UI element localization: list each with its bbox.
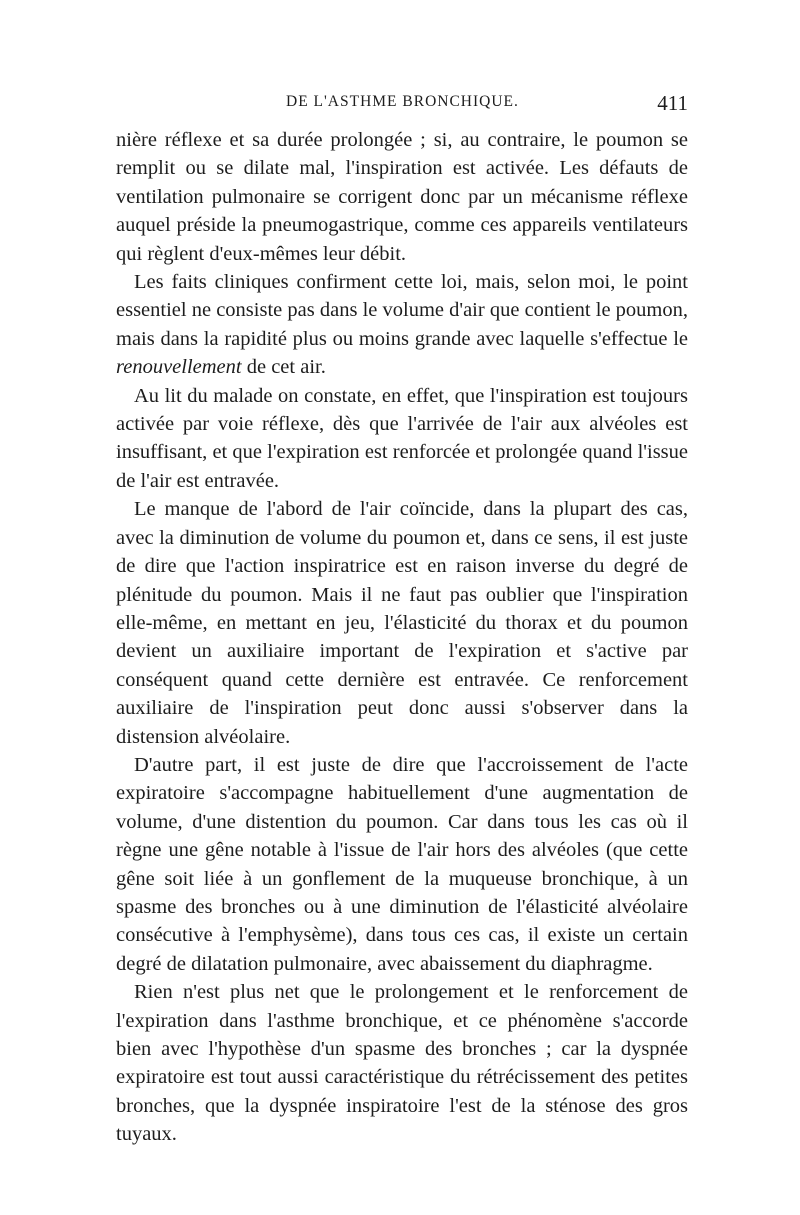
- running-head: [116, 93, 688, 119]
- paragraph-6: Rien n'est plus net que le prolongement et le renforcement de l'expiration dans l'asthme bronchique, et ce phénomène s'accorde bien avec l'hypothèse d'un spasme des bronches ; car la dyspnée expiratoire est tout aussi caractéristique du rétrécissement des petites bronches, que la dyspnée inspiratoire l'est de la sténose des gros tuyaux.: [116, 981, 688, 1146]
- body-text: [116, 126, 688, 1149]
- paragraph-2-text-before: Les faits cliniques confirment cette loi, mais, selon moi, le point essentiel ne consiste pas dans le volume d'air que contient le poumon, mais dans la rapidité plus ou moins grande avec laquelle s'effectue le: [116, 271, 688, 350]
- paragraph-5: D'autre part, il est juste de dire que l'accroissement de l'acte expiratoire s'accompagne habituellement d'une augmentation de volume, d'une distention du poumon. Car dans tous les cas où il règne une gêne notable à l'issue de l'air hors des alvéoles (que cette gêne soit liée à un gonflement de la muqueuse bronchique, à un spasme des bronches ou à une diminution de l'élasticité alvéolaire consécutive à l'emphysème), dans tous ces cas, il existe un certain degré de dilatation pulmonaire, avec abaissement du diaphragme.: [116, 753, 688, 975]
- paragraph-3: Au lit du malade on constate, en effet, que l'inspiration est toujours activée par voie réflexe, dès que l'arrivée de l'air aux alvéoles est insuffisant, et que l'expiration est renforcée et prolongée quand l'issue de l'air est entravée.: [116, 384, 688, 492]
- paragraph-4: Le manque de l'abord de l'air coïncide, dans la plupart des cas, avec la diminution de volume du poumon et, dans ce sens, il est juste de dire que l'action inspiratrice est en raison inverse du degré de plénitude du poumon. Mais il ne faut pas oublier que l'inspiration elle-même, en mettant en jeu, l'élasticité du thorax et du poumon devient un auxiliaire important de l'expiration et s'active par conséquent quand cette dernière est entravée. Ce renforcement auxiliaire de l'inspiration peut donc aussi s'observer dans la distension alvéolaire.: [116, 498, 688, 748]
- paragraph-2: [116, 268, 688, 382]
- paragraph-2-text-after: de cet air.: [241, 356, 326, 379]
- paragraph-2-emphasis: renouvellement: [116, 356, 242, 379]
- paragraph-1: nière réflexe et sa durée prolongée ; si, au contraire, le poumon se remplit ou se dilate mal, l'inspiration est activée. Les défauts de ventilation pulmonaire se corrigent donc par un mécanisme réflexe auquel préside la pneumogastrique, comme ces appareils ventilateurs qui règlent d'eux-mêmes leur débit.: [116, 129, 688, 265]
- running-title: DE L'ASTHME BRONCHIQUE.: [286, 93, 519, 110]
- page-number: 411: [657, 91, 688, 115]
